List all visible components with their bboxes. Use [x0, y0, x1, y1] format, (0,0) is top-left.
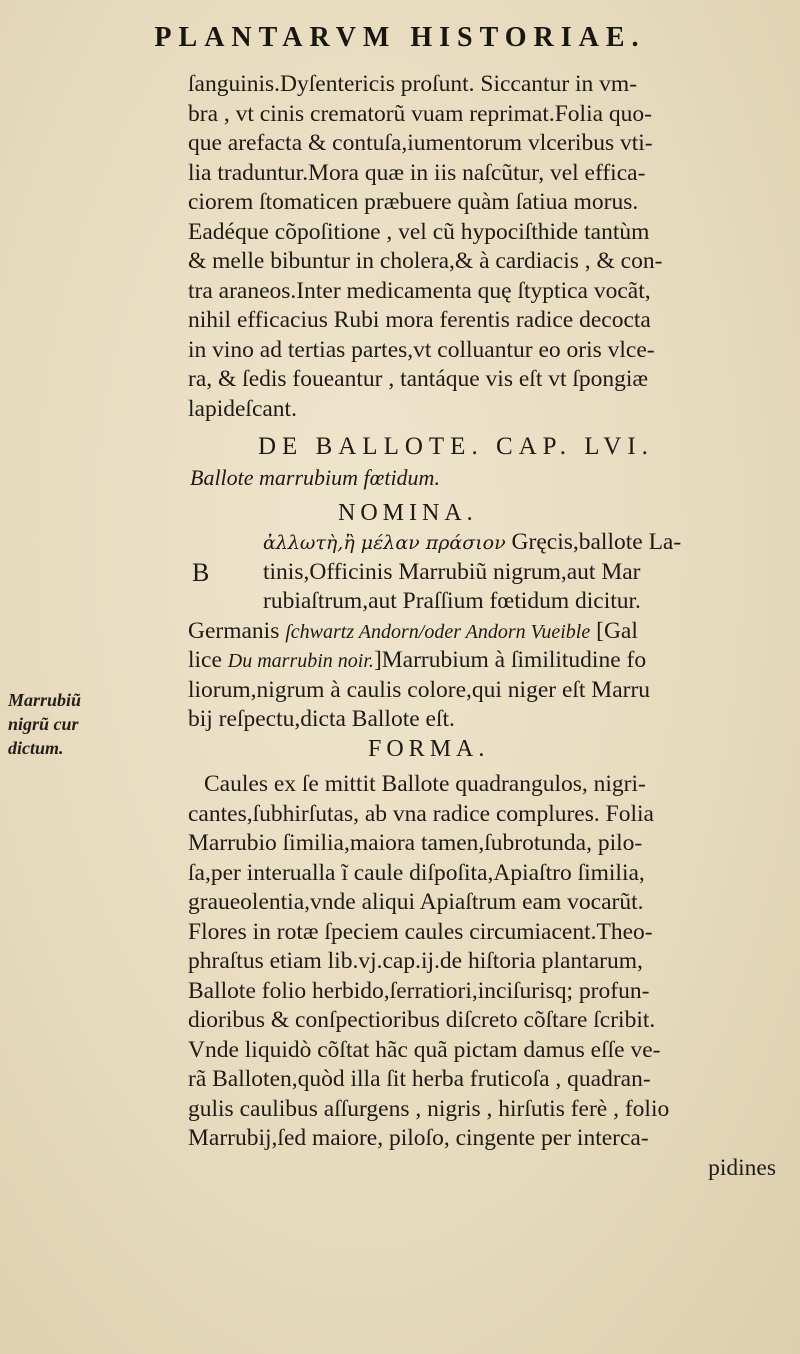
section-letter: B — [192, 557, 210, 587]
text-line: graueolentia,vnde aliqui Apiaſtrum eam vocarũt. — [188, 889, 644, 915]
text-line: rubiaſtrum,aut Praſſium fœtidum dicitur. — [263, 588, 641, 614]
text-body — [188, 70, 788, 1183]
french-name: Du marrubin noir. — [227, 650, 374, 672]
text-fragment: Germanis — [188, 617, 286, 644]
text-line: Ballote folio herbido,ſerratiori,inciſurisq; profun- — [188, 977, 650, 1004]
text-line: lia traduntur.Mora quæ in iis naſcũtur, vel effica- — [188, 159, 646, 186]
text-line: gulis caulibus aſſurgens , nigris , hirſutis ferè , folio — [188, 1095, 670, 1122]
text-fragment: lice — [188, 647, 228, 673]
text-line: liorum,nigrum à caulis colore,qui niger eſt Marru — [188, 676, 651, 703]
text-fragment: [Gal — [590, 617, 638, 644]
text-fragment: Gręcis,ballote La- — [505, 529, 682, 555]
margin-note-line: dictum. — [8, 738, 64, 758]
text-line: rã Balloten,quòd illa ſit herba fruticoſa , quadran- — [188, 1066, 651, 1092]
text-line: ſa,per interualla ĩ caule diſpoſita,Apiaſtro ſimilia, — [188, 859, 645, 886]
text-line: Flores in rotæ ſpeciem caules circumiacent.Theo- — [188, 918, 653, 945]
text-line: dioribus & conſpectioribus diſcreto cõſtare ſcribit. — [188, 1007, 656, 1033]
running-head: PLANTARVM HISTORIAE. — [154, 22, 646, 53]
text-fragment: ]Marrubium à ſimilitudine fo — [373, 647, 647, 673]
chapter-title: DE BALLOTE. CAP. LVI. — [258, 433, 654, 460]
text-line: phraſtus etiam lib.vj.cap.ij.de hiſtoria plantarum, — [188, 948, 643, 974]
text-line: in vino ad tertias partes,vt colluantur eo oris vlce- — [188, 336, 655, 363]
forma-section — [188, 770, 788, 1183]
text-line: & melle bibuntur in cholera,& à cardiacis , & con- — [188, 248, 663, 274]
text-line: tra araneos.Inter medicamenta quę ſtyptica vocãt, — [188, 277, 651, 304]
section-heading-forma: FORMA. — [368, 735, 490, 762]
chapter-subtitle: Ballote marrubium fœtidum. — [190, 465, 440, 490]
text-line: Marrubij,ſed maiore, piloſo, cingente per interca- — [188, 1125, 649, 1151]
text-line: ſanguinis.Dyſentericis proſunt. Siccantur in vm- — [188, 71, 638, 97]
german-name: ſchwartz Andorn/oder Andorn Vueible — [285, 620, 591, 643]
preceding-chapter-text — [188, 70, 788, 424]
text-line: ciorem ſtomaticen præbuere quàm ſatiua morus. — [188, 189, 639, 215]
section-heading-nomina: NOMINA. — [338, 499, 478, 526]
text-line: bra , vt cinis crematorũ vuam reprimat.Folia quo- — [188, 100, 652, 127]
text-fragment: tinis,Officinis Marrubiũ nigrum,aut Mar — [263, 558, 641, 585]
text-line: ra, & ſedis foueantur , tantáque vis eſt vt ſpongiæ — [188, 366, 649, 392]
text-line: Eadéque cõpoſitione , vel cũ hypociſthide tantùm — [188, 218, 650, 245]
text-line: lapideſcant. — [188, 395, 297, 422]
text-line: cantes,ſubhirſutas, ab vna radice complures. Folia — [188, 800, 654, 827]
margin-note — [8, 688, 128, 760]
text-line: nihil efficacius Rubi mora ferentis radice decocta — [188, 307, 651, 333]
greek-names: ἀλλωτὴ,ἢ μέλαν πράσιον — [263, 532, 506, 554]
margin-note-line: Marrubiũ — [8, 690, 82, 710]
margin-note-line: nigrũ cur — [8, 714, 79, 734]
nomina-section — [188, 528, 788, 735]
text-line: bij reſpectu,dicta Ballote eſt. — [188, 706, 455, 732]
text-line: que arefacta & contuſa,iumentorum vlceribus vti- — [188, 130, 653, 156]
catchword: pidines — [708, 1154, 776, 1181]
text-line: Vnde liquidò cõſtat hãc quã pictam damus eſſe ve- — [188, 1036, 661, 1063]
text-line: Marrubio ſimilia,maiora tamen,ſubrotunda, pilo- — [188, 830, 643, 856]
text-line: Caules ex ſe mittit Ballote quadrangulos, nigri- — [204, 771, 646, 797]
